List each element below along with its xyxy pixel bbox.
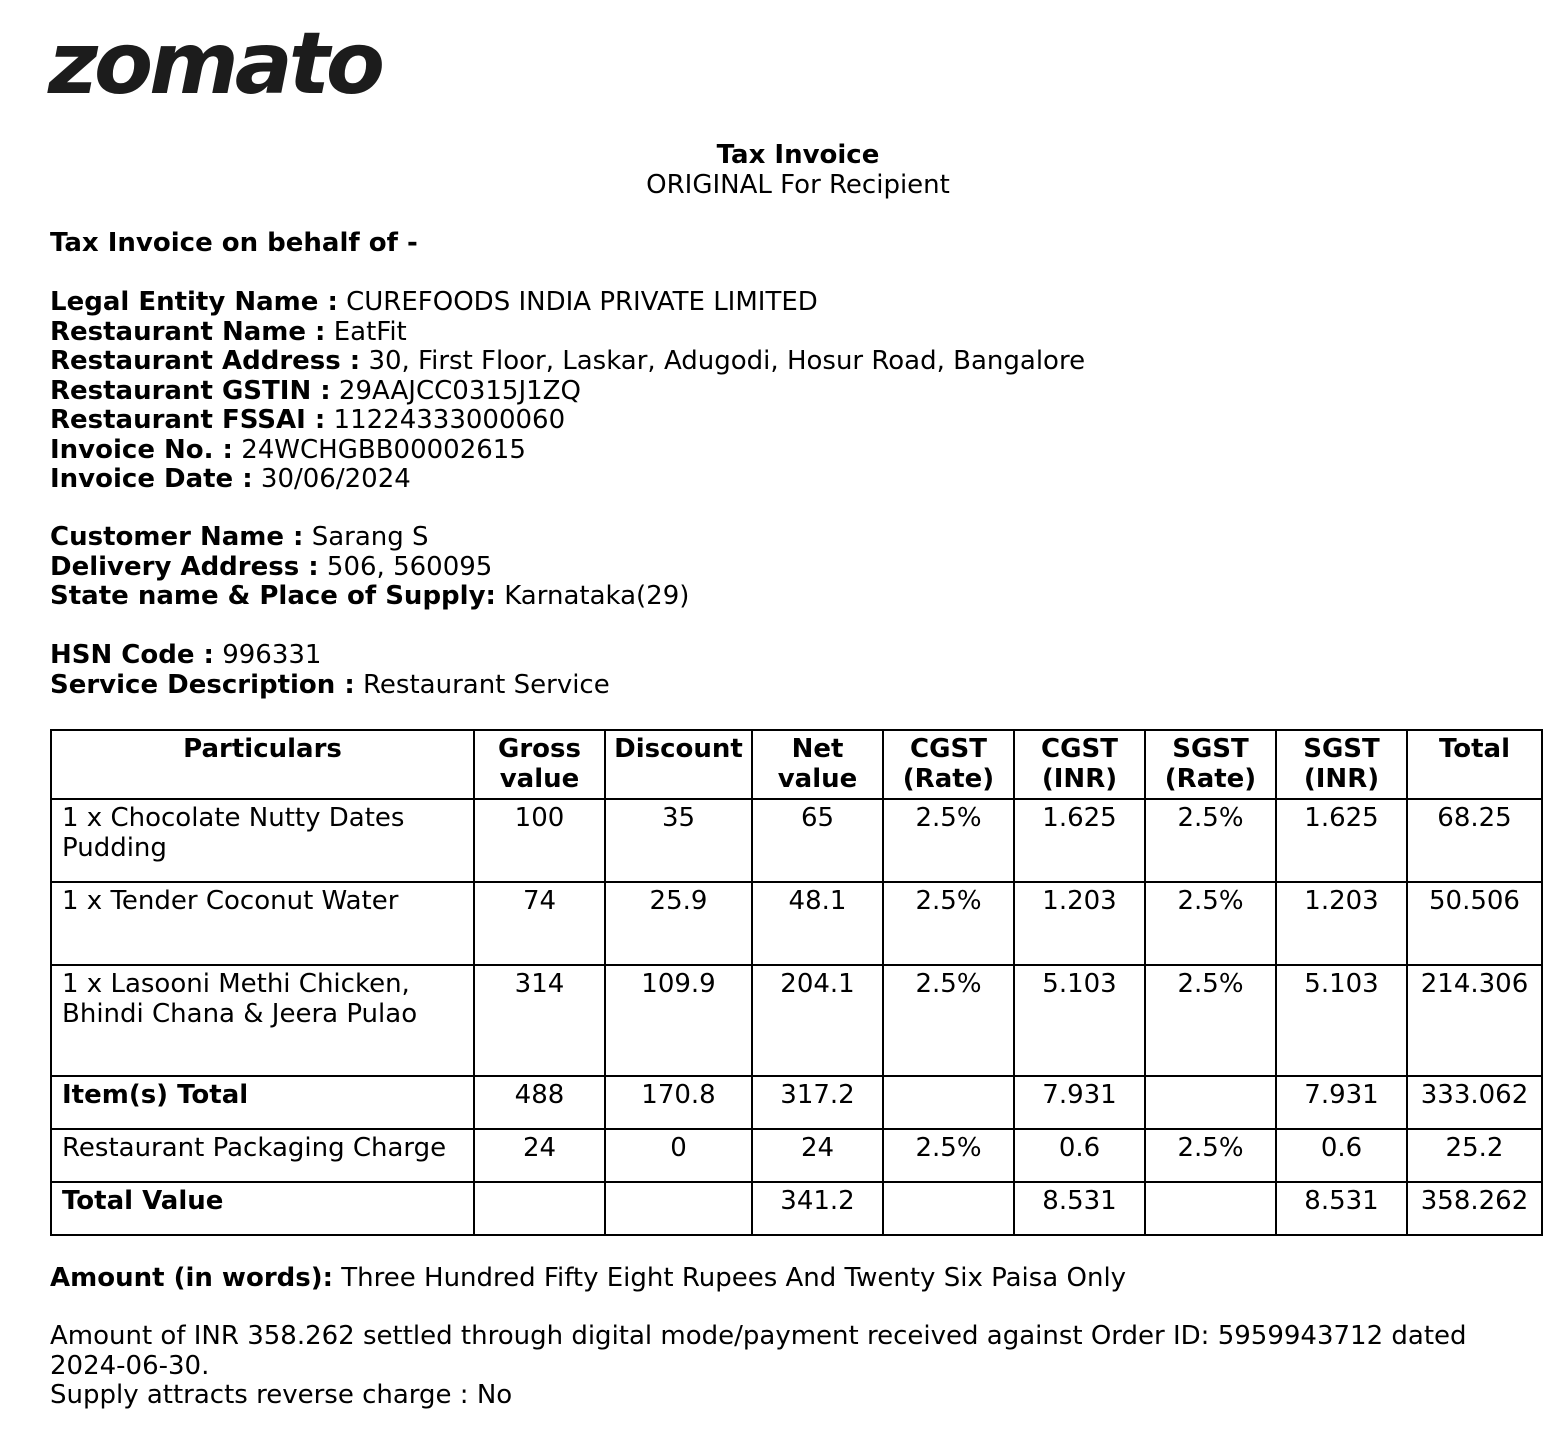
table-cell: 8.531 [1276,1182,1407,1235]
column-header: CGST (INR) [1014,730,1145,799]
table-cell: 48.1 [752,882,883,965]
restaurant-details [50,288,1085,495]
amount-in-words: Amount (in words): Three Hundred Fifty Eight Rupees And Twenty Six Paisa Only [50,1263,1127,1293]
table-cell: 333.062 [1407,1076,1542,1129]
table-row [51,799,1542,882]
invoice-header [0,141,1558,200]
table-header-row [51,730,1542,799]
column-header: Particulars [51,730,474,799]
restaurant-gstin-row: Restaurant GSTIN : 29AAJCC0315J1ZQ [50,375,581,406]
table-cell [883,1076,1014,1129]
settlement-note: Amount of INR 358.262 settled through digital mode/payment received against Order ID: 5959943712 dated 2024-06-30. [50,1321,1467,1381]
table-cell: 50.506 [1407,882,1542,965]
service-description-row: Service Description : Restaurant Service [50,669,610,700]
table-cell: 2.5% [1145,799,1276,882]
service-details [50,641,610,700]
table-cell: 0.6 [1276,1129,1407,1182]
packaging-charge-label: Restaurant Packaging Charge [51,1129,474,1182]
total-value-row [51,1182,1542,1235]
table-row [51,882,1542,965]
table-cell: 2.5% [883,1129,1014,1182]
table-cell: 7.931 [1014,1076,1145,1129]
table-cell: 358.262 [1407,1182,1542,1235]
invoice-number-row: Invoice No. : 24WCHGBB00002615 [50,434,526,465]
invoice-date-row: Invoice Date : 30/06/2024 [50,464,411,494]
column-header: SGST (Rate) [1145,730,1276,799]
table-cell [605,1182,752,1235]
item-particulars: 1 x Tender Coconut Water [51,882,474,965]
restaurant-fssai-row: Restaurant FSSAI : 11224333000060 [50,405,566,435]
column-header: SGST (INR) [1276,730,1407,799]
table-cell: 2.5% [1145,965,1276,1076]
table-cell: 0.6 [1014,1129,1145,1182]
table-cell: 109.9 [605,965,752,1076]
table-cell: 2.5% [883,882,1014,965]
table-cell: 35 [605,799,752,882]
table-cell: 488 [474,1076,605,1129]
column-header: Gross value [474,730,605,799]
legal-entity-row: Legal Entity Name : CUREFOODS INDIA PRIVATE LIMITED [50,287,818,317]
table-row [51,965,1542,1076]
table-cell [883,1182,1014,1235]
items-total-row [51,1076,1542,1129]
table-cell: 1.625 [1014,799,1145,882]
column-header: Total [1407,730,1542,799]
table-cell: 100 [474,799,605,882]
table-cell: 74 [474,882,605,965]
item-particulars: 1 x Chocolate Nutty Dates Pudding [51,799,474,882]
table-cell: 25.9 [605,882,752,965]
reverse-charge-note: Supply attracts reverse charge : No [50,1380,513,1410]
restaurant-name-row: Restaurant Name : EatFit [50,316,407,347]
table-cell: 24 [752,1129,883,1182]
table-cell [1145,1076,1276,1129]
table-cell: 68.25 [1407,799,1542,882]
item-particulars: 1 x Lasooni Methi Chicken, Bhindi Chana & Jeera Pulao [51,965,474,1076]
table-cell: 2.5% [883,799,1014,882]
table-cell: 204.1 [752,965,883,1076]
table-cell [474,1182,605,1235]
column-header: Discount [605,730,752,799]
invoice-items-table [50,729,1543,1236]
table-cell: 314 [474,965,605,1076]
table-cell: 214.306 [1407,965,1542,1076]
total-value-label: Total Value [51,1182,474,1235]
table-cell: 1.625 [1276,799,1407,882]
invoice-title: Tax Invoice [716,140,880,170]
table-cell: 0 [605,1129,752,1182]
delivery-address-row: Delivery Address : 506, 560095 [50,551,493,582]
table-cell: 341.2 [752,1182,883,1235]
invoice-footer [50,1322,1530,1411]
table-cell: 2.5% [883,965,1014,1076]
invoice-subtitle: ORIGINAL For Recipient [646,169,950,200]
column-header: Net value [752,730,883,799]
table-cell: 25.2 [1407,1129,1542,1182]
customer-details [50,523,689,612]
place-of-supply-row: State name & Place of Supply: Karnataka(29) [50,581,690,611]
hsn-code-row: HSN Code : 996331 [50,640,322,670]
table-cell: 2.5% [1145,1129,1276,1182]
table-cell: 5.103 [1014,965,1145,1076]
table-cell: 2.5% [1145,882,1276,965]
packaging-charge-row [51,1129,1542,1182]
zomato-logo: zomato [48,14,381,114]
table-cell: 170.8 [605,1076,752,1129]
items-total-label: Item(s) Total [51,1076,474,1129]
table-cell: 65 [752,799,883,882]
restaurant-address-row: Restaurant Address : 30, First Floor, Laskar, Adugodi, Hosur Road, Bangalore [50,346,1086,376]
table-cell: 317.2 [752,1076,883,1129]
table-cell [1145,1182,1276,1235]
customer-name-row: Customer Name : Sarang S [50,522,429,552]
table-cell: 24 [474,1129,605,1182]
table-cell: 5.103 [1276,965,1407,1076]
table-cell: 1.203 [1276,882,1407,965]
table-cell: 7.931 [1276,1076,1407,1129]
table-cell: 8.531 [1014,1182,1145,1235]
table-cell: 1.203 [1014,882,1145,965]
column-header: CGST (Rate) [883,730,1014,799]
behalf-heading: Tax Invoice on behalf of - [50,228,418,258]
